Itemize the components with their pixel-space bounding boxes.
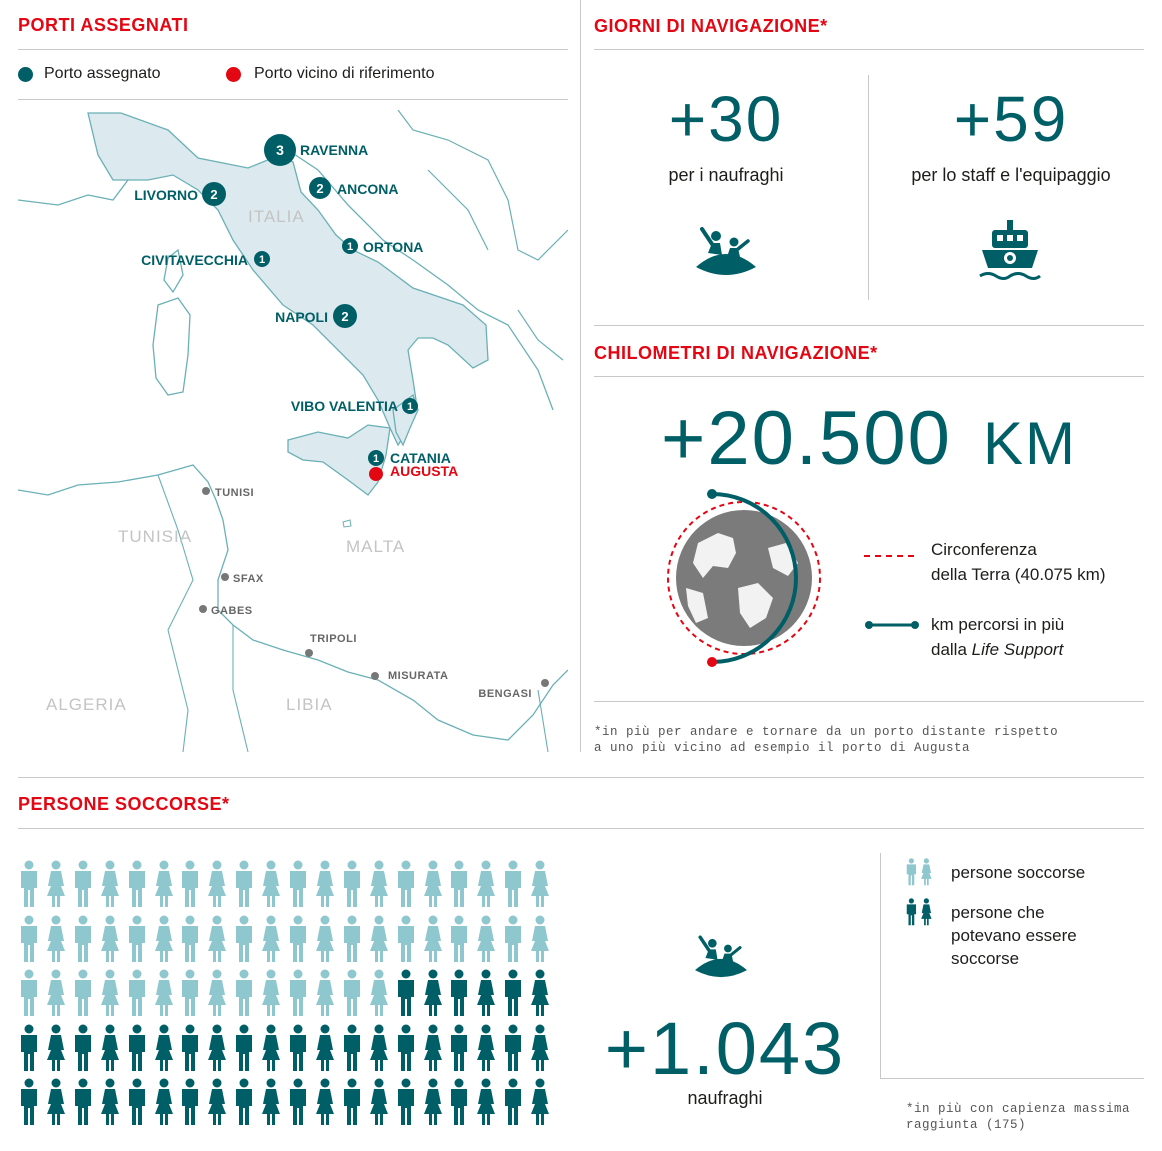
vertical-divider (580, 0, 581, 752)
svg-text:BENGASI: BENGASI (478, 688, 532, 700)
port-ravenna (264, 134, 368, 166)
svg-text:1: 1 (258, 254, 266, 266)
legend-assigned-port: Porto assegnato (44, 65, 161, 82)
could-rescue-person-icon (99, 1078, 121, 1126)
days-crew-value: +59 (953, 83, 1069, 155)
svg-text:2: 2 (316, 181, 324, 196)
could-rescue-person-icon (475, 969, 497, 1017)
could-rescue-person-icon (368, 1078, 390, 1126)
rescued-person-icon (260, 860, 282, 908)
could-rescue-person-icon (475, 1024, 497, 1072)
rescued-person-icon (502, 915, 524, 963)
could-rescue-person-icon (72, 1024, 94, 1072)
km-footnote-line2: a uno più vicino ad esempio il porto di Augusta (594, 741, 971, 755)
people-title: PERSONE SOCCORSE* (18, 794, 230, 814)
could-rescue-person-icon (153, 1078, 175, 1126)
rescued-person-icon (72, 860, 94, 908)
could-rescue-person-icon (260, 1024, 282, 1072)
could-rescue-person-icon (502, 1078, 524, 1126)
could-rescue-person-icon (502, 969, 524, 1017)
rescued-person-icon (260, 969, 282, 1017)
could-rescue-person-icon (206, 1024, 228, 1072)
legend-could-line1: persone che (951, 903, 1045, 922)
divider (18, 828, 1144, 829)
rescued-person-icon (368, 915, 390, 963)
rescued-person-icon (126, 969, 148, 1017)
assigned-port-dot-icon (18, 67, 33, 82)
legend-circumference-line1: Circonferenza (931, 540, 1037, 559)
city-sfax (221, 573, 264, 585)
rescued-person-icon (475, 860, 497, 908)
could-rescue-person-icon (422, 969, 444, 1017)
country-label-malta: MALTA (346, 537, 406, 556)
could-rescue-person-icon (153, 1024, 175, 1072)
divider (18, 777, 1144, 778)
rescued-person-icon (179, 915, 201, 963)
rescued-person-icon (395, 860, 417, 908)
could-rescue-person-icon (260, 1078, 282, 1126)
could-rescue-person-icon (233, 1078, 255, 1126)
divider (594, 49, 1144, 50)
could-rescue-people-legend-icon (905, 898, 935, 926)
svg-text:2: 2 (210, 187, 218, 202)
rescued-person-icon (179, 860, 201, 908)
could-rescue-person-icon (475, 1078, 497, 1126)
could-rescue-person-icon (502, 1024, 524, 1072)
people-footnote-line1: *in più con capienza massima (906, 1102, 1131, 1116)
rescued-person-icon (341, 915, 363, 963)
rescued-person-icon (45, 860, 67, 908)
rescued-person-icon (314, 969, 336, 1017)
svg-text:RAVENNA: RAVENNA (300, 142, 369, 158)
could-rescue-person-icon (448, 1024, 470, 1072)
svg-text:2: 2 (341, 309, 349, 324)
divider (880, 1078, 1144, 1079)
could-rescue-person-icon (99, 1024, 121, 1072)
svg-text:SFAX: SFAX (233, 573, 264, 585)
rescued-person-icon (260, 915, 282, 963)
could-rescue-person-icon (18, 1078, 40, 1126)
rescued-person-icon (529, 915, 551, 963)
earth-circumference-legend-icon (864, 545, 919, 548)
svg-text:TUNISI: TUNISI (215, 487, 255, 499)
days-crew-label: per lo staff e l'equipaggio (911, 165, 1111, 185)
legend-could-rescue (951, 901, 1077, 970)
rescued-person-icon (341, 969, 363, 1017)
rescued-person-icon (72, 915, 94, 963)
rescued-person-icon (448, 860, 470, 908)
country-label-libia: LIBIA (286, 695, 333, 714)
people-footnote-line2: raggiunta (175) (906, 1118, 1027, 1132)
could-rescue-person-icon (72, 1078, 94, 1126)
svg-text:LIVORNO: LIVORNO (134, 187, 198, 203)
could-rescue-person-icon (395, 1078, 417, 1126)
city-tunisi (202, 487, 254, 499)
svg-text:CATANIA: CATANIA (390, 450, 451, 466)
km-title: CHILOMETRI DI NAVIGAZIONE* (594, 343, 878, 363)
people-value: +1.043 (604, 1007, 846, 1090)
svg-text:AUGUSTA: AUGUSTA (390, 463, 459, 479)
city-tripoli (305, 633, 357, 657)
svg-text:CIVITAVECCHIA: CIVITAVECCHIA (141, 252, 248, 268)
divider (18, 49, 568, 50)
rescued-person-icon (153, 915, 175, 963)
rescued-person-icon (395, 915, 417, 963)
rescued-person-icon (529, 860, 551, 908)
km-value-line (594, 395, 1144, 482)
could-rescue-person-icon (233, 1024, 255, 1072)
could-rescue-person-icon (45, 1078, 67, 1126)
rescued-person-icon (233, 969, 255, 1017)
people-label: naufraghi (687, 1088, 763, 1108)
rescued-person-icon (368, 969, 390, 1017)
rescued-person-icon (45, 915, 67, 963)
could-rescue-person-icon (287, 1078, 309, 1126)
svg-text:GABES: GABES (211, 605, 253, 617)
could-rescue-person-icon (529, 1078, 551, 1126)
city-bengasi (478, 679, 549, 700)
rescued-person-icon (287, 969, 309, 1017)
rescued-person-icon (287, 915, 309, 963)
country-label-tunisia: TUNISIA (118, 527, 193, 546)
km-footnote (594, 724, 1058, 756)
rescued-person-icon (72, 969, 94, 1017)
svg-text:3: 3 (276, 142, 284, 158)
rescued-person-icon (422, 860, 444, 908)
lifeboat-icon (694, 223, 758, 283)
legend-could-line3: soccorse (951, 949, 1020, 968)
svg-text:VIBO VALENTIA: VIBO VALENTIA (290, 398, 398, 414)
divider (18, 99, 568, 100)
could-rescue-person-icon (529, 1024, 551, 1072)
legend-circumference-line2: della Terra (40.075 km) (931, 565, 1106, 584)
could-rescue-person-icon (368, 1024, 390, 1072)
port-livorno (134, 182, 226, 206)
rescued-person-icon (126, 860, 148, 908)
could-rescue-person-icon (448, 1078, 470, 1126)
rescued-person-icon (18, 915, 40, 963)
could-rescue-person-icon (206, 1078, 228, 1126)
svg-text:1: 1 (346, 241, 354, 253)
rescued-person-icon (314, 915, 336, 963)
rescued-person-icon (206, 860, 228, 908)
could-rescue-person-icon (529, 969, 551, 1017)
rescued-person-icon (206, 969, 228, 1017)
port-ancona (309, 177, 398, 199)
rescued-person-icon (99, 915, 121, 963)
legend-km-traveled (931, 612, 1064, 662)
could-rescue-person-icon (341, 1024, 363, 1072)
could-rescue-person-icon (287, 1024, 309, 1072)
legend-could-line2: potevano essere (951, 926, 1077, 945)
vertical-divider (868, 75, 869, 300)
could-rescue-person-icon (314, 1024, 336, 1072)
vertical-divider (880, 853, 881, 1078)
days-survivors-label: per i naufraghi (668, 165, 784, 185)
map (18, 110, 568, 752)
rescued-person-icon (99, 860, 121, 908)
svg-text:ANCONA: ANCONA (337, 181, 399, 197)
ports-title: PORTI ASSEGNATI (18, 15, 189, 35)
could-rescue-person-icon (314, 1078, 336, 1126)
divider (594, 325, 1144, 326)
port-ortona (342, 238, 423, 255)
divider (594, 701, 1144, 702)
rescued-person-icon (153, 969, 175, 1017)
rescued-person-icon (18, 860, 40, 908)
km-unit: KM (982, 410, 1077, 477)
rescued-person-icon (287, 860, 309, 908)
ship-icon (978, 218, 1042, 284)
globe-illustration (658, 488, 830, 668)
legend-circumference (931, 537, 1106, 587)
could-rescue-person-icon (422, 1078, 444, 1126)
rescued-person-icon (314, 860, 336, 908)
svg-text:TRIPOLI: TRIPOLI (310, 633, 357, 645)
days-title: GIORNI DI NAVIGAZIONE* (594, 16, 828, 36)
country-label-italia: ITALIA (248, 207, 305, 226)
svg-text:NAPOLI: NAPOLI (275, 309, 328, 325)
rescued-person-icon (45, 969, 67, 1017)
rescued-person-icon (99, 969, 121, 1017)
svg-text:1: 1 (406, 401, 414, 413)
could-rescue-person-icon (179, 1024, 201, 1072)
country-label-algeria: ALGERIA (46, 695, 127, 714)
rescued-person-icon (368, 860, 390, 908)
divider (594, 376, 1144, 377)
could-rescue-person-icon (448, 969, 470, 1017)
legend-km-prefix: dalla (931, 640, 972, 659)
could-rescue-person-icon (395, 1024, 417, 1072)
days-survivors-value: +30 (668, 83, 784, 155)
could-rescue-person-icon (395, 969, 417, 1017)
km-footnote-line1: *in più per andare e tornare da un porto distante rispetto (594, 725, 1059, 739)
could-rescue-person-icon (126, 1024, 148, 1072)
could-rescue-person-icon (45, 1024, 67, 1072)
city-misurata (371, 670, 448, 682)
legend-km-italic: Life Support (971, 640, 1064, 659)
city-gabes (199, 605, 253, 617)
rescued-person-icon (233, 860, 255, 908)
people-footnote (906, 1101, 1130, 1133)
rescued-person-icon (475, 915, 497, 963)
legend-km-line1: km percorsi in più (931, 615, 1065, 634)
lifeboat-icon (693, 932, 749, 984)
legend-km-line2 (931, 637, 1064, 662)
svg-text:1: 1 (372, 453, 380, 465)
rescued-person-icon (233, 915, 255, 963)
rescued-person-icon (448, 915, 470, 963)
rescued-person-icon (341, 860, 363, 908)
reference-port-dot-icon (226, 67, 241, 82)
could-rescue-person-icon (341, 1078, 363, 1126)
rescued-person-icon (153, 860, 175, 908)
km-value: +20.500 (661, 396, 952, 481)
rescued-person-icon (126, 915, 148, 963)
km-traveled-legend-icon (864, 617, 920, 627)
could-rescue-person-icon (179, 1078, 201, 1126)
legend-reference-port: Porto vicino di riferimento (254, 65, 435, 82)
svg-text:MISURATA: MISURATA (388, 670, 449, 682)
rescued-person-icon (206, 915, 228, 963)
svg-text:ORTONA: ORTONA (363, 239, 424, 255)
rescued-people-legend-icon (905, 858, 935, 886)
rescued-person-icon (502, 860, 524, 908)
could-rescue-person-icon (422, 1024, 444, 1072)
legend-rescued: persone soccorse (951, 863, 1086, 882)
could-rescue-person-icon (126, 1078, 148, 1126)
could-rescue-person-icon (18, 1024, 40, 1072)
rescued-person-icon (18, 969, 40, 1017)
rescued-person-icon (422, 915, 444, 963)
rescued-person-icon (179, 969, 201, 1017)
